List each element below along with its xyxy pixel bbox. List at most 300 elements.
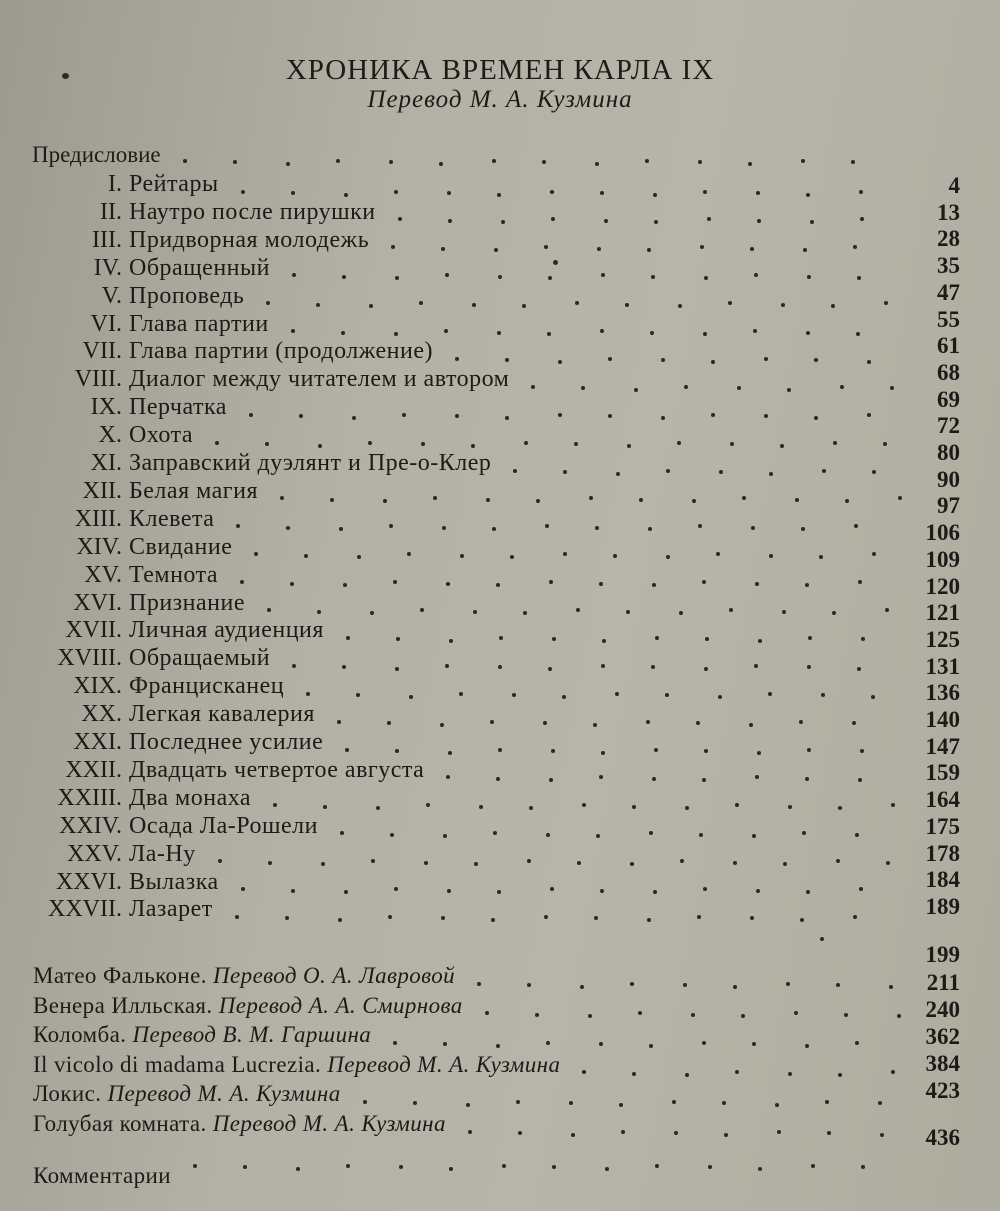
chapter-title: Глава партии (продолжение) — [129, 338, 433, 365]
leader-dot — [748, 162, 752, 166]
chapter-row — [0, 840, 1000, 869]
leader-dot — [782, 610, 786, 614]
leader-dot — [724, 1133, 728, 1137]
chapter-number: XXIV. — [59, 812, 122, 839]
leader-dot — [733, 861, 737, 865]
work-title: Матео Фальконе. — [33, 963, 214, 988]
work-translator: Перевод О. А. Лавровой — [213, 963, 456, 988]
work-entry — [33, 993, 463, 1019]
chapter-number: VIII. — [74, 366, 122, 393]
leader-dot — [600, 889, 604, 893]
chapter-page-number: 125 — [925, 626, 960, 652]
work-translator: Перевод А. А. Смирнова — [218, 992, 463, 1018]
leader-dot — [535, 1013, 539, 1017]
leader-dot — [496, 1044, 500, 1048]
leader-dot — [867, 413, 871, 417]
leader-dot — [268, 861, 272, 865]
work-entry — [33, 963, 455, 989]
leader-dot — [886, 861, 890, 865]
leader-dot — [806, 193, 810, 197]
chapter-title: Придворная молодежь — [129, 226, 370, 253]
leader-dot — [754, 664, 758, 668]
chapter-row — [0, 226, 1000, 255]
leader-dot — [471, 444, 475, 448]
chapter-title: Францисканец — [129, 673, 285, 700]
chapter-page-number: 178 — [925, 840, 960, 866]
chapter-page-number: 109 — [925, 546, 960, 572]
leader-dot — [424, 861, 428, 865]
chapter-title: Темнота — [129, 561, 219, 588]
leader-dot — [852, 721, 856, 725]
leader-dot — [235, 915, 239, 919]
chapter-row — [0, 728, 1000, 757]
leader-dot — [193, 1164, 197, 1168]
work-title: Локис. — [33, 1081, 108, 1107]
leader-dot — [827, 1131, 831, 1135]
leader-dot — [446, 582, 450, 586]
chapter-title: Последнее усилие — [129, 729, 324, 755]
leader-dot — [608, 357, 612, 361]
chapter-title: Рейтары — [129, 171, 219, 197]
work-translator: Перевод М. А. Кузмина — [107, 1081, 341, 1107]
chapter-page-number: 47 — [937, 279, 960, 305]
leader-dot — [661, 416, 665, 420]
leader-dot — [352, 416, 356, 420]
leader-dot — [318, 444, 322, 448]
leader-dot — [542, 160, 546, 164]
leader-dot — [649, 1044, 653, 1048]
work-page-number: 211 — [926, 970, 960, 995]
leader-dot — [497, 193, 501, 197]
chapter-page-number: 106 — [925, 520, 960, 546]
leader-dot — [243, 1165, 247, 1169]
leader-dot — [443, 1042, 447, 1046]
work-translator: Перевод М. А. Кузмина — [327, 1051, 561, 1077]
leader-dot — [505, 416, 509, 420]
leader-dot — [338, 918, 342, 922]
leader-dot — [444, 329, 448, 333]
commentary-page-number: 436 — [925, 1125, 960, 1150]
leader-dot — [753, 329, 757, 333]
chapter-page-number: 97 — [937, 493, 960, 519]
chapter-page-number: 80 — [937, 440, 960, 465]
leader-dot — [468, 1130, 472, 1134]
leader-dot — [497, 890, 501, 894]
leader-dot — [805, 1044, 809, 1048]
leader-dot — [600, 329, 604, 333]
chapter-row — [0, 895, 1000, 924]
leader-dot — [703, 190, 707, 194]
leader-dot — [388, 915, 392, 919]
leader-dot — [518, 1131, 522, 1135]
leader-dot — [672, 1100, 676, 1104]
leader-dot — [627, 444, 631, 448]
leader-dot — [291, 329, 295, 333]
leader-dot — [867, 360, 871, 364]
chapter-row — [0, 505, 1000, 534]
leader-dot — [498, 748, 502, 752]
leader-dot — [756, 191, 760, 195]
leader-dot — [569, 1101, 573, 1105]
leader-dot — [880, 1133, 884, 1137]
leader-dot — [653, 193, 657, 197]
work-translator: Перевод В. М. Гаршина — [132, 1022, 372, 1048]
chapter-title: Осада Ла-Рошели — [129, 812, 318, 839]
leader-dot — [600, 191, 604, 195]
leader-dot — [523, 611, 527, 615]
chapter-title: Признание — [129, 589, 245, 616]
leader-dot — [420, 608, 424, 612]
chapter-number: VII. — [82, 338, 122, 365]
leader-dot — [832, 611, 836, 615]
leader-dot — [233, 160, 237, 164]
leader-dot — [679, 611, 683, 615]
leader-dot — [215, 441, 219, 445]
leader-dot — [891, 1070, 895, 1074]
leader-dot — [626, 610, 630, 614]
leader-dot — [807, 275, 811, 279]
chapter-number: V. — [101, 282, 122, 309]
leader-dot — [593, 723, 597, 727]
leader-dot — [749, 723, 753, 727]
leader-dot — [814, 416, 818, 420]
leader-dot — [808, 636, 812, 640]
work-title: Коломба. — [33, 1022, 133, 1048]
chapter-title: Обращенный — [129, 254, 270, 281]
chapter-row — [0, 477, 1000, 506]
leader-dot — [683, 983, 687, 987]
leader-dot — [708, 1165, 712, 1169]
leader-dot — [368, 441, 372, 445]
chapter-page-number: 131 — [925, 653, 960, 679]
chapter-page-number: 136 — [925, 680, 960, 706]
leader-dot — [477, 982, 481, 986]
leader-dot — [757, 219, 761, 223]
print-speck — [553, 260, 558, 265]
leader-dot — [758, 1167, 762, 1171]
leader-dot — [775, 1103, 779, 1107]
leader-dot — [447, 191, 451, 195]
chapter-row — [0, 700, 1000, 729]
leader-dot — [296, 1167, 300, 1171]
chapter-row — [0, 449, 1000, 478]
chapter-title: Личная аудиенция — [129, 617, 324, 644]
leader-dot — [395, 667, 399, 671]
chapter-page-number: 175 — [925, 813, 960, 839]
chapter-page-number: 184 — [925, 867, 960, 893]
chapter-number: XXIII. — [57, 784, 122, 811]
leader-dot — [619, 1103, 623, 1107]
leader-dot — [885, 608, 889, 612]
work-page-number: 423 — [925, 1078, 960, 1103]
chapter-title: Диалог между читателем и автором — [129, 366, 510, 393]
leader-dot — [794, 1011, 798, 1015]
work-entry — [33, 1022, 371, 1048]
preface-entry — [32, 142, 161, 168]
chapter-number: XVI. — [73, 589, 122, 616]
chapter-number: XXV. — [67, 840, 122, 867]
leader-dot — [516, 1100, 520, 1104]
leader-dot — [597, 247, 601, 251]
leader-dot — [655, 1164, 659, 1168]
leader-dot — [527, 859, 531, 863]
leader-dot — [544, 915, 548, 919]
leader-dot — [577, 861, 581, 865]
chapter-page-number: 68 — [937, 359, 960, 385]
leader-dot — [183, 159, 187, 163]
chapter-title: Свидание — [129, 533, 233, 560]
print-speck — [62, 73, 69, 79]
leader-dot — [548, 667, 552, 671]
leader-dot — [855, 1041, 859, 1045]
leader-dot — [599, 582, 603, 586]
chapter-page-number: 140 — [925, 707, 960, 732]
leader-dot — [474, 862, 478, 866]
leader-dot — [878, 1101, 882, 1105]
chapter-page-number: 69 — [937, 386, 960, 412]
leader-dot — [387, 721, 391, 725]
leader-dot — [402, 413, 406, 417]
leader-dot — [571, 1133, 575, 1137]
leader-dot — [780, 444, 784, 448]
leader-dot — [757, 751, 761, 755]
leader-dot — [599, 1042, 603, 1046]
chapter-number: XIV. — [76, 533, 122, 560]
chapter-number: III. — [92, 226, 122, 253]
leader-dot — [807, 748, 811, 752]
leader-dot — [655, 636, 659, 640]
chapter-row — [0, 756, 1000, 785]
leader-dot — [588, 1014, 592, 1018]
leader-dot — [337, 720, 341, 724]
work-translator: Перевод М. А. Кузмина — [212, 1111, 446, 1136]
chapter-row — [0, 533, 1000, 562]
commentary-label: Комментарии — [33, 1163, 171, 1188]
leader-dot — [291, 191, 295, 195]
leader-dot — [317, 610, 321, 614]
leader-dot — [389, 160, 393, 164]
leader-dot — [346, 1164, 350, 1168]
print-speck — [820, 937, 824, 941]
leader-dot — [292, 664, 296, 668]
leader-dot — [729, 608, 733, 612]
leader-dot — [768, 692, 772, 696]
leader-dot — [527, 983, 531, 987]
chapter-row — [0, 337, 1000, 366]
leader-dot — [871, 695, 875, 699]
chapter-page-number: 55 — [937, 306, 960, 332]
leader-dot — [455, 357, 459, 361]
chapter-title: Лазарет — [129, 896, 213, 923]
leader-dot — [621, 1130, 625, 1134]
leader-dot — [653, 890, 657, 894]
leader-dot — [735, 1070, 739, 1074]
leader-dot — [550, 190, 554, 194]
leader-dot — [306, 692, 310, 696]
leader-dot — [341, 331, 345, 335]
leader-dot — [394, 887, 398, 891]
leader-dot — [485, 1011, 489, 1015]
leader-dot — [558, 360, 562, 364]
leader-dot — [788, 1072, 792, 1076]
leader-dot — [218, 859, 222, 863]
leader-dot — [795, 498, 799, 502]
work-page-number: 362 — [925, 1024, 960, 1049]
leader-dot — [844, 1013, 848, 1017]
chapter-page-number: 72 — [937, 413, 960, 439]
leader-dot — [836, 859, 840, 863]
leader-dot — [546, 1041, 550, 1045]
leader-dot — [651, 275, 655, 279]
chapter-number: VI. — [90, 310, 122, 337]
leader-dot — [497, 331, 501, 335]
leader-dot — [703, 332, 707, 336]
leader-dot — [696, 721, 700, 725]
leader-dot — [755, 582, 759, 586]
leader-dot — [344, 890, 348, 894]
chapter-number: II. — [100, 198, 122, 225]
chapter-number: XIII. — [74, 505, 122, 532]
chapter-row — [0, 198, 1000, 227]
leader-dot — [363, 1100, 367, 1104]
chapter-title: Перчатка — [129, 394, 227, 421]
chapter-row — [0, 812, 1000, 841]
leader-dot — [267, 608, 271, 612]
chapter-row — [0, 365, 1000, 394]
chapter-row — [0, 616, 1000, 645]
leader-dot — [390, 833, 394, 837]
leader-dot — [466, 1103, 470, 1107]
leader-dot — [440, 723, 444, 727]
leader-dot — [449, 1167, 453, 1171]
chapter-page-number: 147 — [925, 733, 960, 759]
chapter-number: IV. — [93, 254, 122, 281]
leader-dot — [801, 159, 805, 163]
leader-dot — [645, 159, 649, 163]
leader-dot — [702, 1041, 706, 1045]
leader-dot — [691, 1013, 695, 1017]
chapter-number: XV. — [84, 561, 122, 588]
leader-dot — [413, 1101, 417, 1105]
chapter-row — [0, 279, 1000, 311]
chapter-title: Ла-Ну — [129, 840, 196, 867]
chapter-page-number: 159 — [925, 760, 960, 786]
leader-dot — [336, 159, 340, 163]
leader-dot — [699, 833, 703, 837]
leader-dot — [582, 1070, 586, 1074]
leader-dot — [811, 1164, 815, 1168]
leader-dot — [859, 190, 863, 194]
leader-dot — [448, 751, 452, 755]
leader-dot — [704, 667, 708, 671]
leader-dot — [889, 985, 893, 989]
chapter-number: XXVI. — [56, 868, 122, 895]
leader-dot — [615, 692, 619, 696]
leader-dot — [632, 805, 636, 809]
leader-dot — [859, 887, 863, 891]
leader-dot — [291, 889, 295, 893]
leader-dot — [853, 915, 857, 919]
leader-dot — [855, 833, 859, 837]
leader-dot — [741, 1014, 745, 1018]
leader-dot — [550, 887, 554, 891]
chapter-title: Вылазка — [129, 868, 219, 895]
leader-dot — [330, 498, 334, 502]
leader-dot — [601, 751, 605, 755]
leader-dot — [595, 162, 599, 166]
leader-dot — [750, 247, 754, 251]
work-title: Голубая комната. — [33, 1111, 213, 1136]
leader-dot — [290, 582, 294, 586]
leader-dot — [448, 219, 452, 223]
leader-dot — [697, 915, 701, 919]
leader-dot — [646, 720, 650, 724]
leader-dot — [857, 667, 861, 671]
leader-dot — [685, 1073, 689, 1077]
leader-dot — [502, 1164, 506, 1168]
chapter-number: XVIII. — [57, 645, 122, 672]
leader-dot — [632, 1072, 636, 1076]
leader-dot — [576, 608, 580, 612]
work-title: Венера Илльская. — [33, 992, 219, 1018]
chapter-row — [0, 784, 1000, 813]
chapter-title: Клевета — [129, 505, 215, 532]
chapter-page-number: 61 — [937, 333, 960, 359]
chapter-number: XX. — [81, 701, 122, 728]
leader-dot — [703, 887, 707, 891]
work-entry — [33, 1052, 560, 1078]
leader-dot — [602, 639, 606, 643]
leader-dot — [680, 859, 684, 863]
leader-dot — [249, 413, 253, 417]
chapter-title: Двадцать четвертое августа — [129, 756, 425, 783]
work-title: Il vicolo di madama Lucrezia. — [33, 1051, 328, 1077]
leader-dot — [491, 918, 495, 922]
chapter-title: Обращаемый — [129, 645, 271, 672]
leader-dot — [799, 720, 803, 724]
chapter-title: Два монаха — [129, 784, 252, 811]
commentary-entry — [33, 1163, 171, 1189]
work-entry — [33, 1081, 341, 1107]
chapter-number: XVII. — [65, 617, 122, 644]
chapter-page-number: 121 — [925, 600, 960, 626]
chapter-number: XI. — [90, 450, 122, 476]
leader-dot — [459, 692, 463, 696]
chapter-page-number: 35 — [937, 253, 960, 279]
leader-dot — [674, 1131, 678, 1135]
leader-dot — [650, 331, 654, 335]
leader-dot — [838, 1073, 842, 1077]
work-page-number: 384 — [925, 1051, 960, 1076]
leader-dot — [786, 982, 790, 986]
preface-label: Предисловие — [32, 142, 161, 167]
chapter-number: XIX. — [73, 673, 122, 700]
leader-dot — [783, 862, 787, 866]
chapter-title: Легкая кавалерия — [129, 701, 315, 728]
leader-dot — [346, 636, 350, 640]
leader-dot — [836, 983, 840, 987]
leader-dot — [345, 748, 349, 752]
leader-dot — [342, 275, 346, 279]
work-page-number: 240 — [925, 997, 960, 1022]
chapter-number: XXVII. — [48, 896, 122, 923]
leader-dot — [718, 695, 722, 699]
chapter-number: XXI. — [73, 729, 122, 755]
chapter-number: XII. — [82, 477, 122, 504]
leader-dot — [764, 357, 768, 361]
leader-dot — [439, 162, 443, 166]
section-title: ХРОНИКА ВРЕМЕН КАРЛА IX — [285, 54, 715, 86]
